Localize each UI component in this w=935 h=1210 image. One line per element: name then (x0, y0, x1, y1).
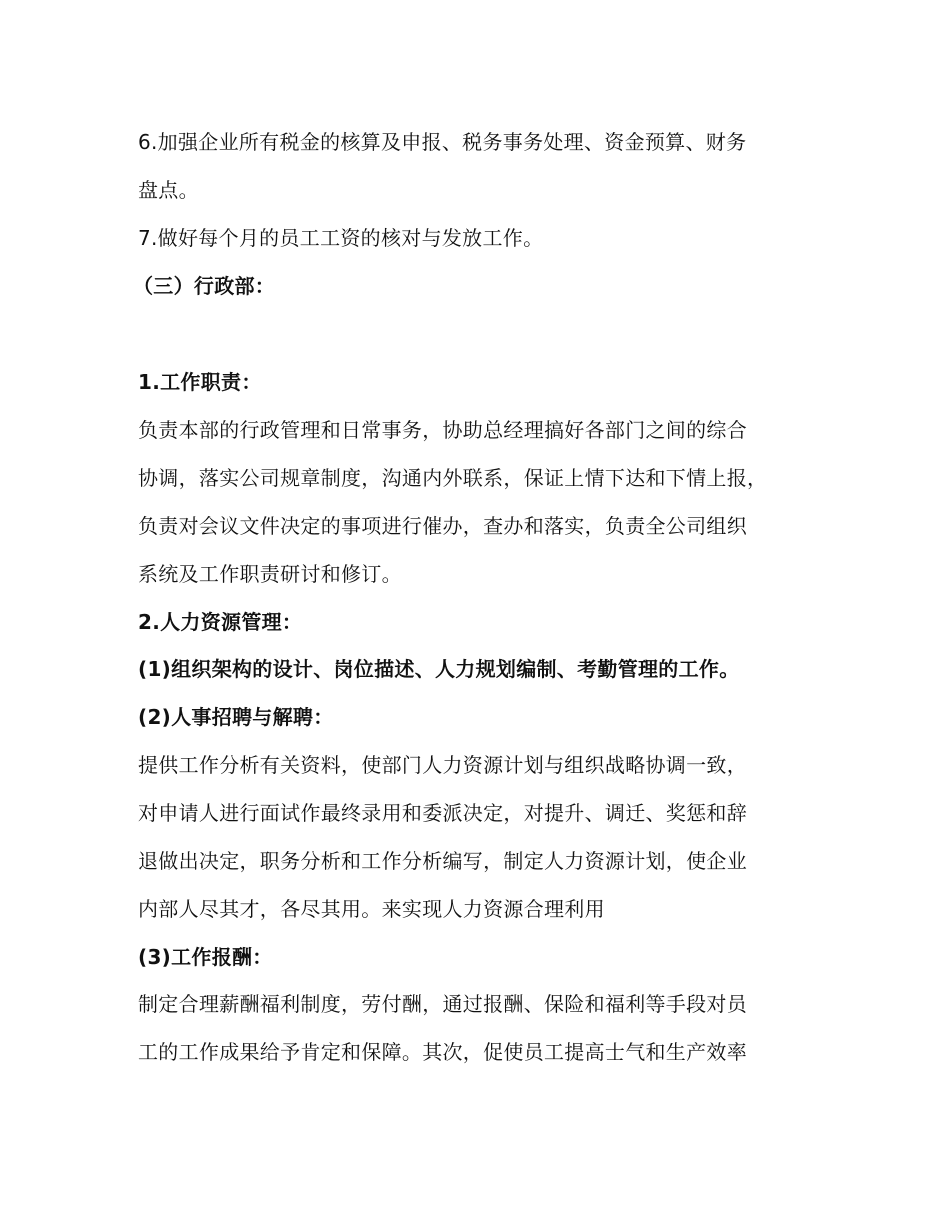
paragraph-line: 系统及工作职责研讨和修订。 (138, 562, 402, 586)
item-heading: (2)人事招聘与解聘： (138, 705, 334, 729)
subsection-heading: 1.工作职责： (138, 370, 262, 394)
list-item: 7.做好每个月的员工工资的核对与发放工作。 (138, 226, 544, 250)
paragraph-line: 内部人尽其才，各尽其用。来实现人力资源合理利用 (138, 897, 605, 921)
list-item-continuation: 盘点。 (138, 178, 199, 202)
paragraph-line: 对申请人进行面试作最终录用和委派决定，对提升、调迁、奖惩和辞 (138, 801, 747, 825)
subsection-heading: 2.人力资源管理： (138, 610, 303, 634)
paragraph-line: 退做出决定，职务分析和工作分析编写，制定人力资源计划，使企业 (138, 849, 747, 873)
item-heading: (3)工作报酬： (138, 945, 273, 969)
paragraph-line: 工的工作成果给予肯定和保障。其次，促使员工提高士气和生产效率 (138, 1040, 747, 1064)
item-heading: (1)组织架构的设计、岗位描述、人力规划编制、考勤管理的工作。 (138, 657, 740, 681)
section-heading: （三）行政部： (133, 274, 276, 298)
paragraph-line: 负责本部的行政管理和日常事务，协助总经理搞好各部门之间的综合 (138, 418, 747, 442)
paragraph-line: 提供工作分析有关资料，使部门人力资源计划与组织战略协调一致， (138, 753, 747, 777)
paragraph-line: 协调，落实公司规章制度，沟通内外联系，保证上情下达和下情上报， (138, 466, 768, 490)
paragraph-line: 制定合理薪酬福利制度，劳付酬，通过报酬、保险和福利等手段对员 (138, 992, 747, 1016)
list-item: 6.加强企业所有税金的核算及申报、税务事务处理、资金预算、财务 (138, 130, 747, 154)
paragraph-line: 负责对会议文件决定的事项进行催办，查办和落实，负责全公司组织 (138, 514, 747, 538)
